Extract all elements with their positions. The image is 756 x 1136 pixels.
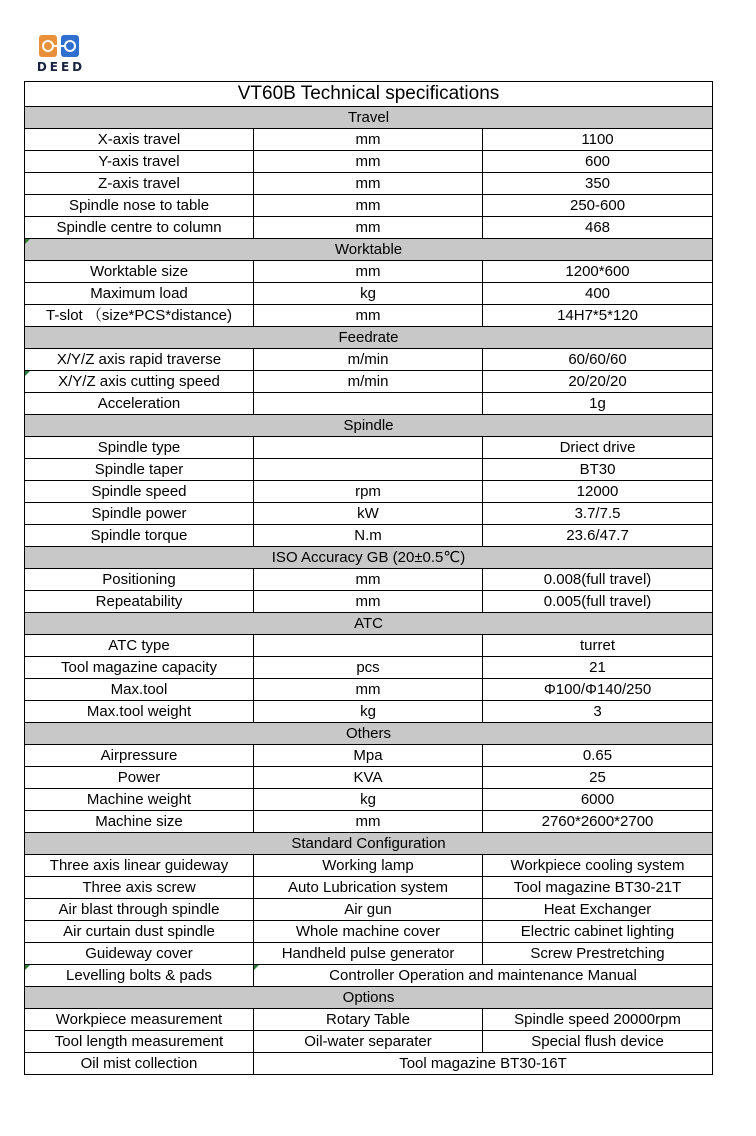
spec-value: 23.6/47.7: [483, 525, 713, 547]
table-row: [25, 811, 713, 833]
config-item: Air curtain dust spindle: [25, 921, 254, 943]
section-header: Standard Configuration: [25, 833, 713, 855]
config-item: Electric cabinet lighting: [483, 921, 713, 943]
config-item: Working lamp: [254, 855, 483, 877]
option-item: Tool magazine BT30-16T: [254, 1053, 713, 1075]
config-item: Air blast through spindle: [25, 899, 254, 921]
spec-name: Positioning: [25, 569, 254, 591]
spec-value: 1200*600: [483, 261, 713, 283]
section-options: [25, 987, 713, 1009]
section-atc: [25, 613, 713, 635]
table-row: [25, 657, 713, 679]
spec-name: Worktable size: [25, 261, 254, 283]
table-row: [25, 855, 713, 877]
spec-name: Spindle speed: [25, 481, 254, 503]
spec-name: Machine weight: [25, 789, 254, 811]
spec-unit: mm: [254, 569, 483, 591]
spec-value: 60/60/60: [483, 349, 713, 371]
table-row: [25, 1053, 713, 1075]
table-row: [25, 679, 713, 701]
spec-unit: mm: [254, 811, 483, 833]
section-header: ATC: [25, 613, 713, 635]
spec-value: 600: [483, 151, 713, 173]
spec-value: 3.7/7.5: [483, 503, 713, 525]
config-item: Tool magazine BT30-21T: [483, 877, 713, 899]
spec-unit: mm: [254, 217, 483, 239]
spec-unit: kW: [254, 503, 483, 525]
table-row: [25, 195, 713, 217]
spec-name: X/Y/Z axis cutting speed: [25, 371, 254, 393]
spec-unit: [254, 459, 483, 481]
section-header: Others: [25, 723, 713, 745]
spec-name: Spindle nose to table: [25, 195, 254, 217]
spec-value: 14H7*5*120: [483, 305, 713, 327]
spec-name: Machine size: [25, 811, 254, 833]
config-item: Air gun: [254, 899, 483, 921]
table-row: [25, 877, 713, 899]
config-item: Three axis linear guideway: [25, 855, 254, 877]
config-item: Levelling bolts & pads: [25, 965, 254, 987]
table-row: [25, 965, 713, 987]
table-row: [25, 525, 713, 547]
section-standard-configuration: [25, 833, 713, 855]
spec-unit: m/min: [254, 349, 483, 371]
spec-value: turret: [483, 635, 713, 657]
option-item: Oil mist collection: [25, 1053, 254, 1075]
spec-table: [24, 81, 713, 1075]
spec-value: 1g: [483, 393, 713, 415]
spec-value: 400: [483, 283, 713, 305]
spec-name: Z-axis travel: [25, 173, 254, 195]
section-header: Worktable: [25, 239, 713, 261]
spec-value: 20/20/20: [483, 371, 713, 393]
spec-value: 2760*2600*2700: [483, 811, 713, 833]
section-header: Travel: [25, 107, 713, 129]
spec-unit: kg: [254, 789, 483, 811]
spec-name: X/Y/Z axis rapid traverse: [25, 349, 254, 371]
option-item: Special flush device: [483, 1031, 713, 1053]
spec-name: Power: [25, 767, 254, 789]
spec-value: 0.008(full travel): [483, 569, 713, 591]
section-spindle: [25, 415, 713, 437]
option-item: Rotary Table: [254, 1009, 483, 1031]
table-row: [25, 261, 713, 283]
section-accuracy: [25, 547, 713, 569]
config-item: Guideway cover: [25, 943, 254, 965]
spec-unit: mm: [254, 195, 483, 217]
page-title: VT60B Technical specifications: [25, 82, 713, 107]
table-row: [25, 921, 713, 943]
spec-value: BT30: [483, 459, 713, 481]
table-row: [25, 481, 713, 503]
spec-unit: m/min: [254, 371, 483, 393]
spec-unit: kg: [254, 701, 483, 723]
spec-unit: KVA: [254, 767, 483, 789]
section-worktable: [25, 239, 713, 261]
table-row: [25, 437, 713, 459]
spec-name: ATC type: [25, 635, 254, 657]
table-row: [25, 635, 713, 657]
section-feedrate: [25, 327, 713, 349]
spec-value: 3: [483, 701, 713, 723]
spec-value: Φ100/Φ140/250: [483, 679, 713, 701]
table-row: [25, 899, 713, 921]
spec-value: Driect drive: [483, 437, 713, 459]
table-row: [25, 745, 713, 767]
section-others: [25, 723, 713, 745]
title-row: [25, 82, 713, 107]
table-row: [25, 591, 713, 613]
spec-unit: mm: [254, 591, 483, 613]
config-item: Auto Lubrication system: [254, 877, 483, 899]
spec-unit: mm: [254, 305, 483, 327]
spec-value: 468: [483, 217, 713, 239]
option-item: Workpiece measurement: [25, 1009, 254, 1031]
config-item: Heat Exchanger: [483, 899, 713, 921]
spec-value: 25: [483, 767, 713, 789]
config-item: Screw Prestretching: [483, 943, 713, 965]
config-item: Controller Operation and maintenance Manual: [254, 965, 713, 987]
table-row: [25, 283, 713, 305]
spec-name: Repeatability: [25, 591, 254, 613]
spec-unit: mm: [254, 129, 483, 151]
spec-unit: mm: [254, 261, 483, 283]
spec-name: Maximum load: [25, 283, 254, 305]
spec-unit: [254, 437, 483, 459]
table-row: [25, 305, 713, 327]
spec-name: Spindle torque: [25, 525, 254, 547]
spec-name: Spindle taper: [25, 459, 254, 481]
spec-value: 250-600: [483, 195, 713, 217]
table-row: [25, 393, 713, 415]
section-header: ISO Accuracy GB (20±0.5℃): [25, 547, 713, 569]
deed-logo: [30, 32, 92, 78]
spec-name: Airpressure: [25, 745, 254, 767]
table-row: [25, 349, 713, 371]
deed-logo-icon: [38, 34, 80, 58]
config-item: Three axis screw: [25, 877, 254, 899]
spec-name: Spindle centre to column: [25, 217, 254, 239]
spec-value: 0.65: [483, 745, 713, 767]
spec-name: X-axis travel: [25, 129, 254, 151]
section-header: Options: [25, 987, 713, 1009]
spec-unit: [254, 635, 483, 657]
spec-value: 6000: [483, 789, 713, 811]
option-item: Oil-water separater: [254, 1031, 483, 1053]
config-item: Whole machine cover: [254, 921, 483, 943]
table-row: [25, 151, 713, 173]
spec-unit: [254, 393, 483, 415]
option-item: Spindle speed 20000rpm: [483, 1009, 713, 1031]
spec-unit: mm: [254, 151, 483, 173]
spec-name: Acceleration: [25, 393, 254, 415]
spec-name: Spindle type: [25, 437, 254, 459]
spec-value: 0.005(full travel): [483, 591, 713, 613]
spec-name: Tool magazine capacity: [25, 657, 254, 679]
table-row: [25, 173, 713, 195]
section-travel: [25, 107, 713, 129]
config-item: Workpiece cooling system: [483, 855, 713, 877]
table-row: [25, 1009, 713, 1031]
spec-value: 12000: [483, 481, 713, 503]
spec-value: 1100: [483, 129, 713, 151]
config-item: Handheld pulse generator: [254, 943, 483, 965]
spec-value: 21: [483, 657, 713, 679]
table-row: [25, 129, 713, 151]
section-header: Spindle: [25, 415, 713, 437]
table-row: [25, 371, 713, 393]
spec-unit: kg: [254, 283, 483, 305]
section-header: Feedrate: [25, 327, 713, 349]
spec-name: Spindle power: [25, 503, 254, 525]
table-row: [25, 943, 713, 965]
table-row: [25, 701, 713, 723]
table-row: [25, 503, 713, 525]
table-row: [25, 459, 713, 481]
table-row: [25, 767, 713, 789]
spec-unit: N.m: [254, 525, 483, 547]
table-row: [25, 789, 713, 811]
spec-value: 350: [483, 173, 713, 195]
table-row: [25, 569, 713, 591]
spec-unit: rpm: [254, 481, 483, 503]
spec-name: Max.tool weight: [25, 701, 254, 723]
table-row: [25, 1031, 713, 1053]
spec-name: Y-axis travel: [25, 151, 254, 173]
spec-unit: mm: [254, 173, 483, 195]
spec-unit: Mpa: [254, 745, 483, 767]
option-item: Tool length measurement: [25, 1031, 254, 1053]
spec-name: Max.tool: [25, 679, 254, 701]
brand-name: DEED: [36, 60, 86, 74]
spec-unit: mm: [254, 679, 483, 701]
spec-name: T-slot （size*PCS*distance): [25, 305, 254, 327]
table-row: [25, 217, 713, 239]
spec-unit: pcs: [254, 657, 483, 679]
